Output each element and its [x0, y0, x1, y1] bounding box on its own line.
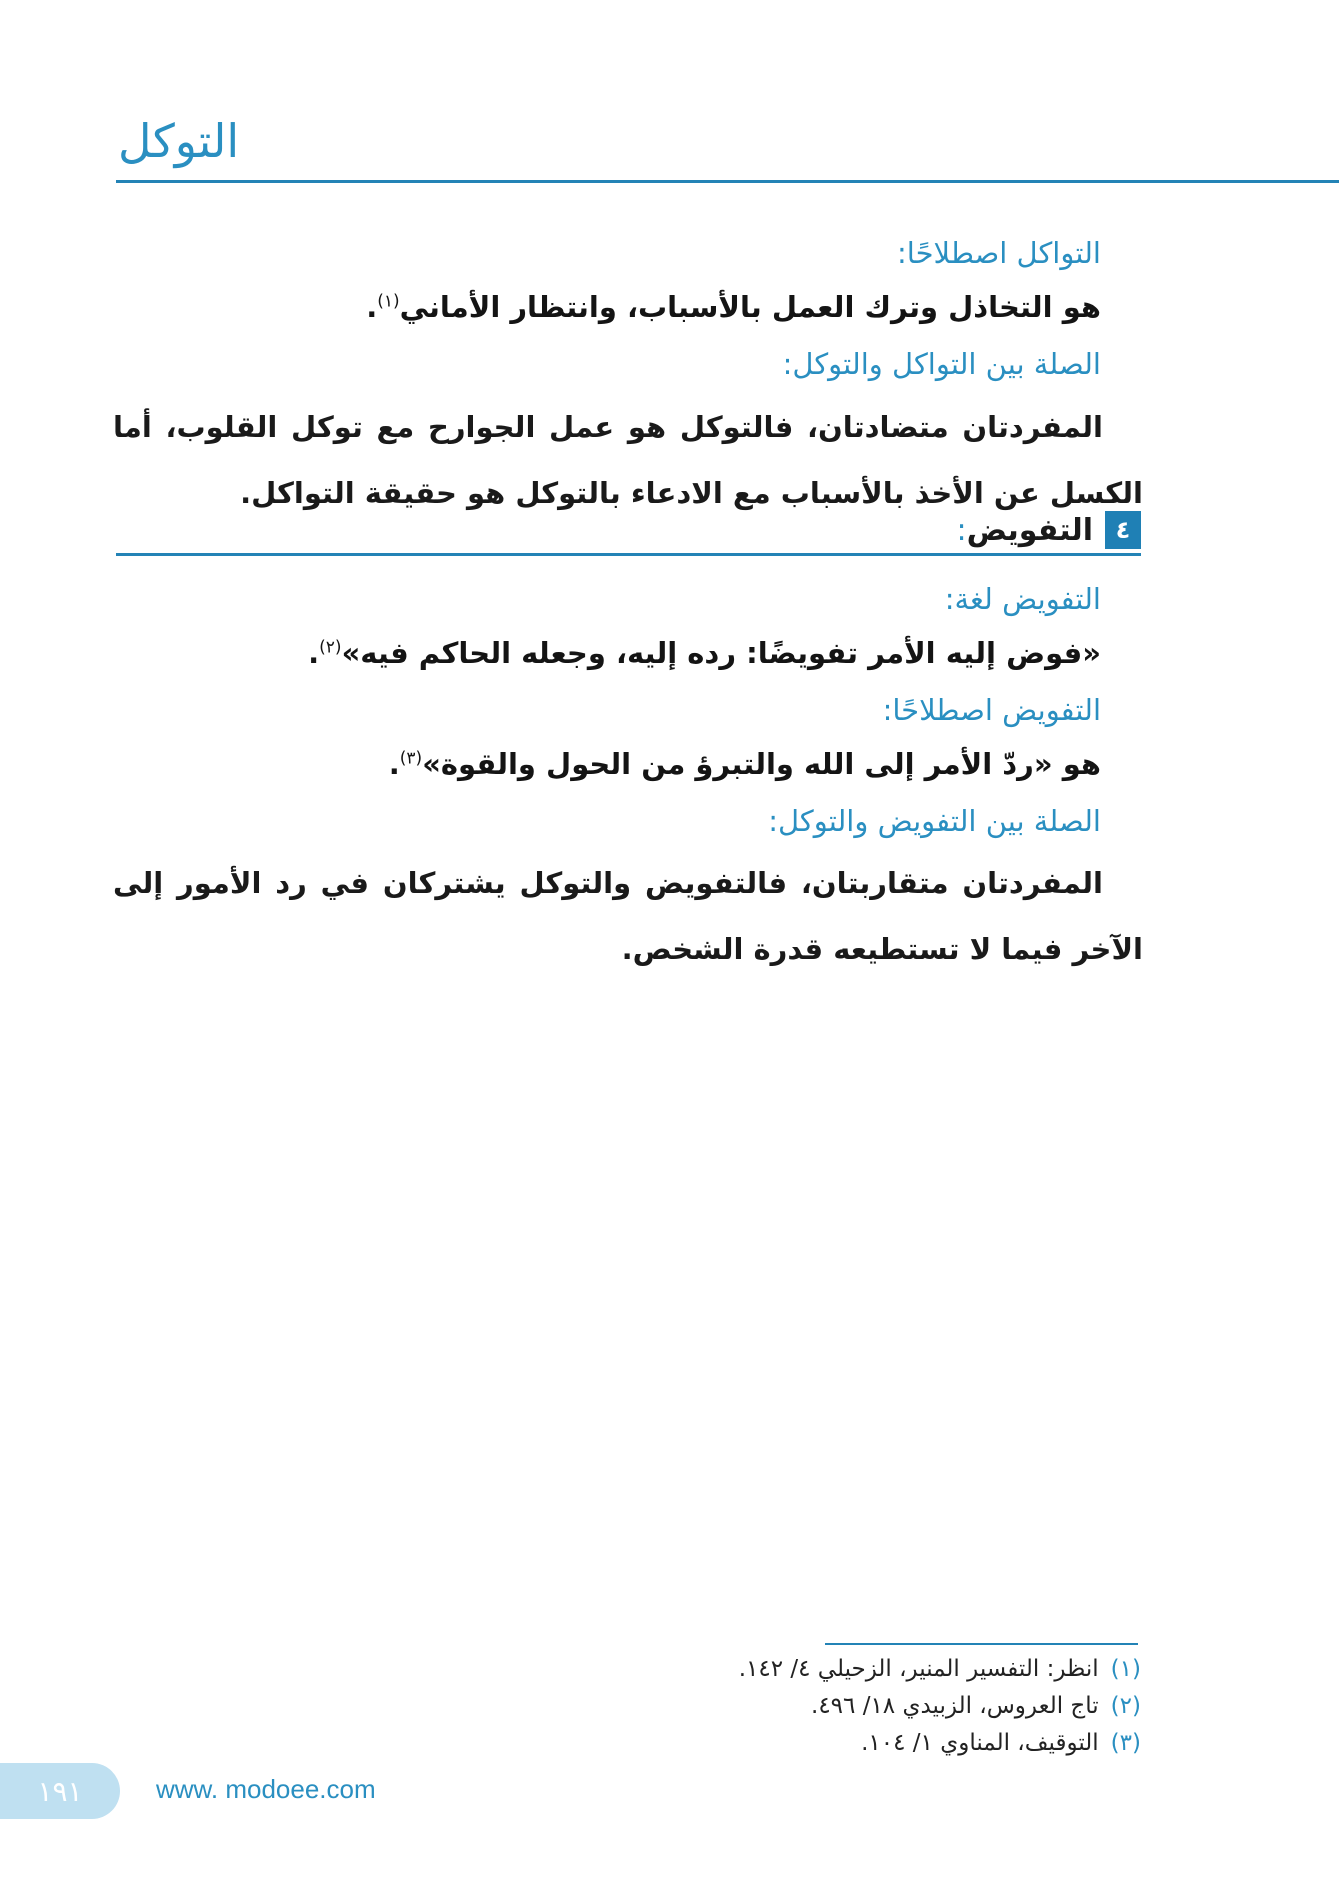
footnote-divider: [825, 1643, 1138, 1645]
period: .: [366, 290, 378, 324]
section-divider: [116, 553, 1141, 556]
paragraph-text: هو التخاذل وترك العمل بالأسباب، وانتظار الأماني: [399, 290, 1101, 324]
heading-tafwid-term: التفويض اصطلاحًا:: [882, 693, 1101, 727]
heading-tafwid-lexical: التفويض لغة:: [944, 582, 1101, 616]
period: .: [308, 636, 320, 670]
page-number-tab: [0, 1763, 120, 1819]
footnote-text: تاج العروس، الزبيدي ١٨/ ٤٩٦.: [811, 1693, 1099, 1719]
paragraph-tafwid-term: [389, 747, 1101, 781]
page-number: ١٩١: [37, 1774, 83, 1808]
chapter-divider: [116, 180, 1339, 183]
heading-relation-tawakul: الصلة بين التواكل والتوكل:: [782, 347, 1101, 381]
chapter-title: التوكل: [118, 114, 240, 168]
section-colon: :: [956, 512, 967, 548]
section-title: [957, 513, 1094, 548]
period: .: [388, 747, 400, 781]
footnote-2: [811, 1693, 1141, 1719]
paragraph-tawakul-term: [366, 290, 1101, 324]
footnote-number: (٢): [1110, 1693, 1141, 1719]
heading-relation-tafwid: الصلة بين التفويض والتوكل:: [768, 804, 1101, 838]
footnote-number: (١): [1110, 1656, 1141, 1682]
section-number-badge: ٤: [1105, 511, 1141, 549]
footnote-ref-2[interactable]: (٢): [319, 637, 342, 658]
footnote-ref-1[interactable]: (١): [377, 291, 400, 312]
footnote-text: التوقيف، المناوي ١/ ١٠٤.: [861, 1730, 1099, 1756]
footnote-3: [861, 1730, 1141, 1756]
section-header-tafwid: [957, 510, 1142, 550]
paragraph-tafwid-lexical: [308, 636, 1101, 670]
paragraph-relation-tawakul: المفردتان متضادتان، فالتوكل هو عمل الجوارح مع توكل القلوب، أما الكسل عن الأخذ بالأسباب مع الادعاء بالتوكل هو حقيقة التواكل.: [113, 410, 1143, 510]
footnote-number: (٣): [1110, 1730, 1141, 1756]
paragraph-relation-tafwid: المفردتان متقاربتان، فالتفويض والتوكل يشتركان في رد الأمور إلى الآخر فيما لا تستطيعه قدرة الشخص.: [113, 866, 1143, 966]
footnote-1: [739, 1656, 1141, 1682]
website-link[interactable]: www. modoee.com: [156, 1774, 376, 1804]
section-title-text: التفويض: [966, 512, 1093, 548]
heading-tawakul-term: التواكل اصطلاحًا:: [897, 236, 1101, 270]
paragraph-text: «فوض إليه الأمر تفويضًا: رده إليه، وجعله الحاكم فيه»: [341, 636, 1101, 670]
footnote-text: انظر: التفسير المنير، الزحيلي ٤/ ١٤٢.: [738, 1656, 1099, 1682]
paragraph-text: هو «ردّ الأمر إلى الله والتبرؤ من الحول والقوة»: [422, 747, 1101, 781]
footnote-ref-3[interactable]: (٣): [399, 748, 423, 769]
